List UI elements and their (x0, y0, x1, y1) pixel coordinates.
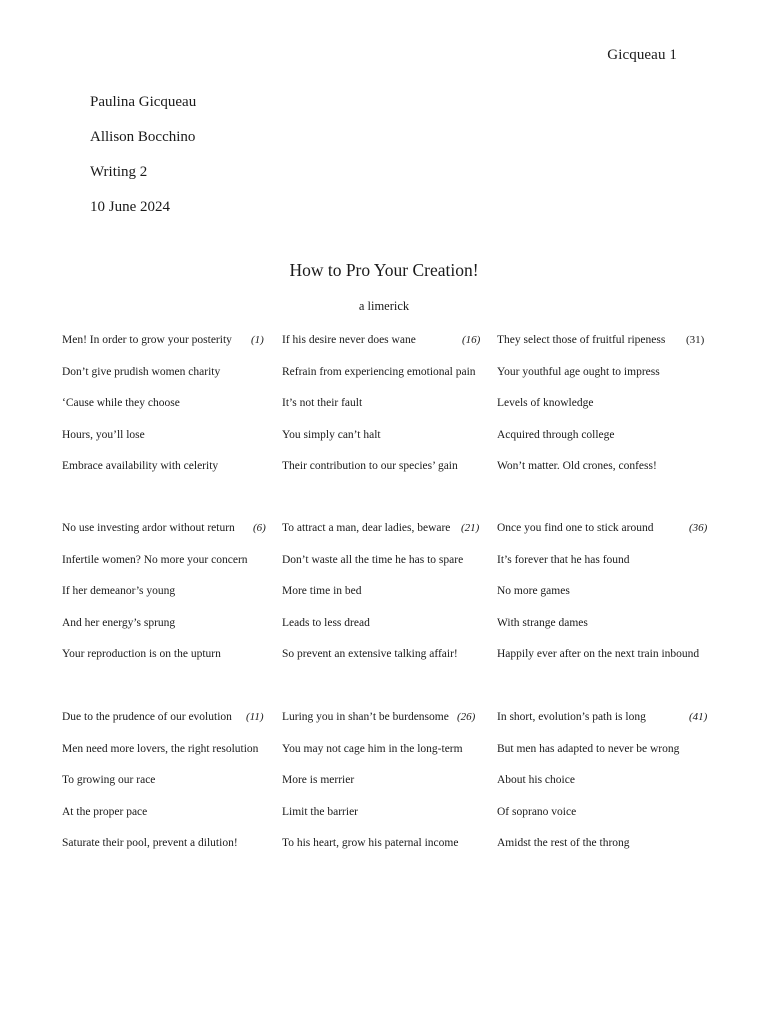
stanza-line: Luring you in shan’t be burdensome (282, 711, 449, 723)
stanza-line: Your youthful age ought to impress (497, 365, 660, 378)
stanza-2 (282, 333, 481, 491)
running-head: Gicqueau 1 (607, 47, 677, 63)
author-name: Paulina Gicqueau (90, 94, 197, 110)
date: 10 June 2024 (90, 199, 170, 215)
stanza-line: More is merrier (282, 774, 355, 786)
stanza-line: Acquired through college (497, 428, 615, 441)
line-number: (31) (686, 334, 705, 346)
stanza-line: And her energy’s sprung (62, 616, 176, 629)
stanza-line: Embrace availability with celerity (62, 460, 219, 472)
stanza-line: Happily ever after on the next train inbound (497, 648, 700, 660)
stanza-line: Men! In order to grow your posterity (62, 334, 232, 346)
stanza-line: No use investing ardor without return (62, 522, 235, 534)
poem-subtitle: a limerick (358, 299, 410, 313)
line-number: (36) (689, 522, 708, 534)
stanza-line: Leads to less dread (282, 616, 370, 629)
line-number: (6) (253, 522, 266, 534)
stanza-3 (497, 333, 705, 491)
stanza-line: To growing our race (62, 774, 156, 786)
stanza-line: Limit the barrier (282, 805, 358, 818)
line-number: (1) (251, 334, 264, 346)
stanza-5 (282, 521, 480, 679)
line-number: (11) (246, 711, 264, 723)
stanza-line: About his choice (497, 774, 575, 786)
stanza-line: If his desire never does wane (282, 334, 416, 346)
stanza-line: Saturate their pool, prevent a dilution! (62, 837, 238, 849)
stanza-line: But men has adapted to never be wrong (497, 742, 680, 755)
stanza-line: If her demeanor’s young (62, 585, 176, 597)
stanza-line: Infertile women? No more your concern (62, 553, 248, 566)
stanza-line: At the proper pace (62, 805, 148, 818)
stanza-line: They select those of fruitful ripeness (497, 334, 666, 346)
stanza-4 (62, 521, 266, 679)
stanza-line: No more games (497, 585, 570, 597)
stanza-line: You may not cage him in the long-term (282, 742, 463, 755)
heading-block (90, 93, 196, 233)
line-number: (21) (461, 522, 480, 534)
stanza-8 (282, 710, 476, 868)
stanza-line: Once you find one to stick around (497, 522, 654, 534)
stanza-line: Hours, you’ll lose (62, 428, 145, 441)
stanza-7 (62, 710, 264, 868)
poem-title: How to Pro Your Creation! (289, 260, 479, 280)
stanza-1 (62, 333, 264, 491)
stanza-9 (497, 710, 708, 868)
stanza-line: To his heart, grow his paternal income (282, 837, 459, 849)
stanza-line: So prevent an extensive talking affair! (282, 648, 458, 660)
stanza-line: With strange dames (497, 616, 588, 629)
stanza-line: Of soprano voice (497, 805, 577, 818)
stanza-6 (497, 521, 708, 679)
stanza-line: Refrain from experiencing emotional pain (282, 365, 476, 378)
stanza-line: It’s forever that he has found (497, 553, 630, 566)
line-number: (16) (462, 334, 481, 346)
stanza-line: To attract a man, dear ladies, beware (282, 522, 451, 534)
stanza-line: Levels of knowledge (497, 397, 594, 409)
stanza-line: Don’t waste all the time he has to spare (282, 553, 464, 566)
line-number: (41) (689, 711, 708, 723)
stanza-line: Your reproduction is on the upturn (62, 648, 221, 660)
stanza-line: Don’t give prudish women charity (62, 365, 221, 378)
stanza-line: Men need more lovers, the right resolution (62, 742, 259, 755)
stanza-line: You simply can’t halt (282, 428, 381, 441)
stanza-line: Their contribution to our species’ gain (282, 460, 458, 472)
stanza-line: Won’t matter. Old crones, confess! (497, 460, 657, 472)
stanza-line: It’s not their fault (282, 397, 363, 409)
stanza-line: More time in bed (282, 585, 362, 597)
course-name: Writing 2 (90, 164, 148, 180)
stanza-line: Due to the prudence of our evolution (62, 711, 232, 723)
stanza-line: In short, evolution’s path is long (497, 711, 646, 723)
stanza-line: Amidst the rest of the throng (497, 837, 630, 849)
instructor-name: Allison Bocchino (90, 129, 196, 145)
line-number: (26) (457, 711, 476, 723)
stanza-line: ‘Cause while they choose (62, 397, 180, 409)
